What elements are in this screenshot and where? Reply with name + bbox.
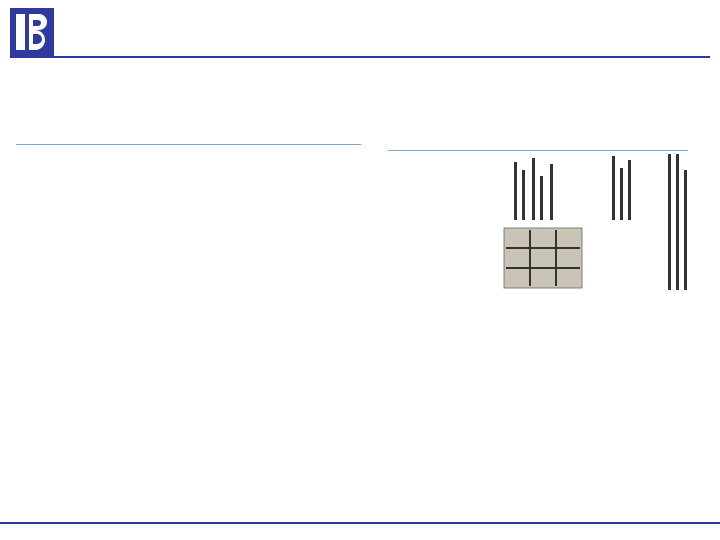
bottom-divider [0,522,720,524]
projection-matrix-graphic [382,150,688,432]
tictactoe-image [504,228,582,288]
title-divider [10,56,710,58]
left-divider [16,144,361,145]
ontology-molecule-graphic [70,150,190,310]
hse-logo [10,8,54,56]
